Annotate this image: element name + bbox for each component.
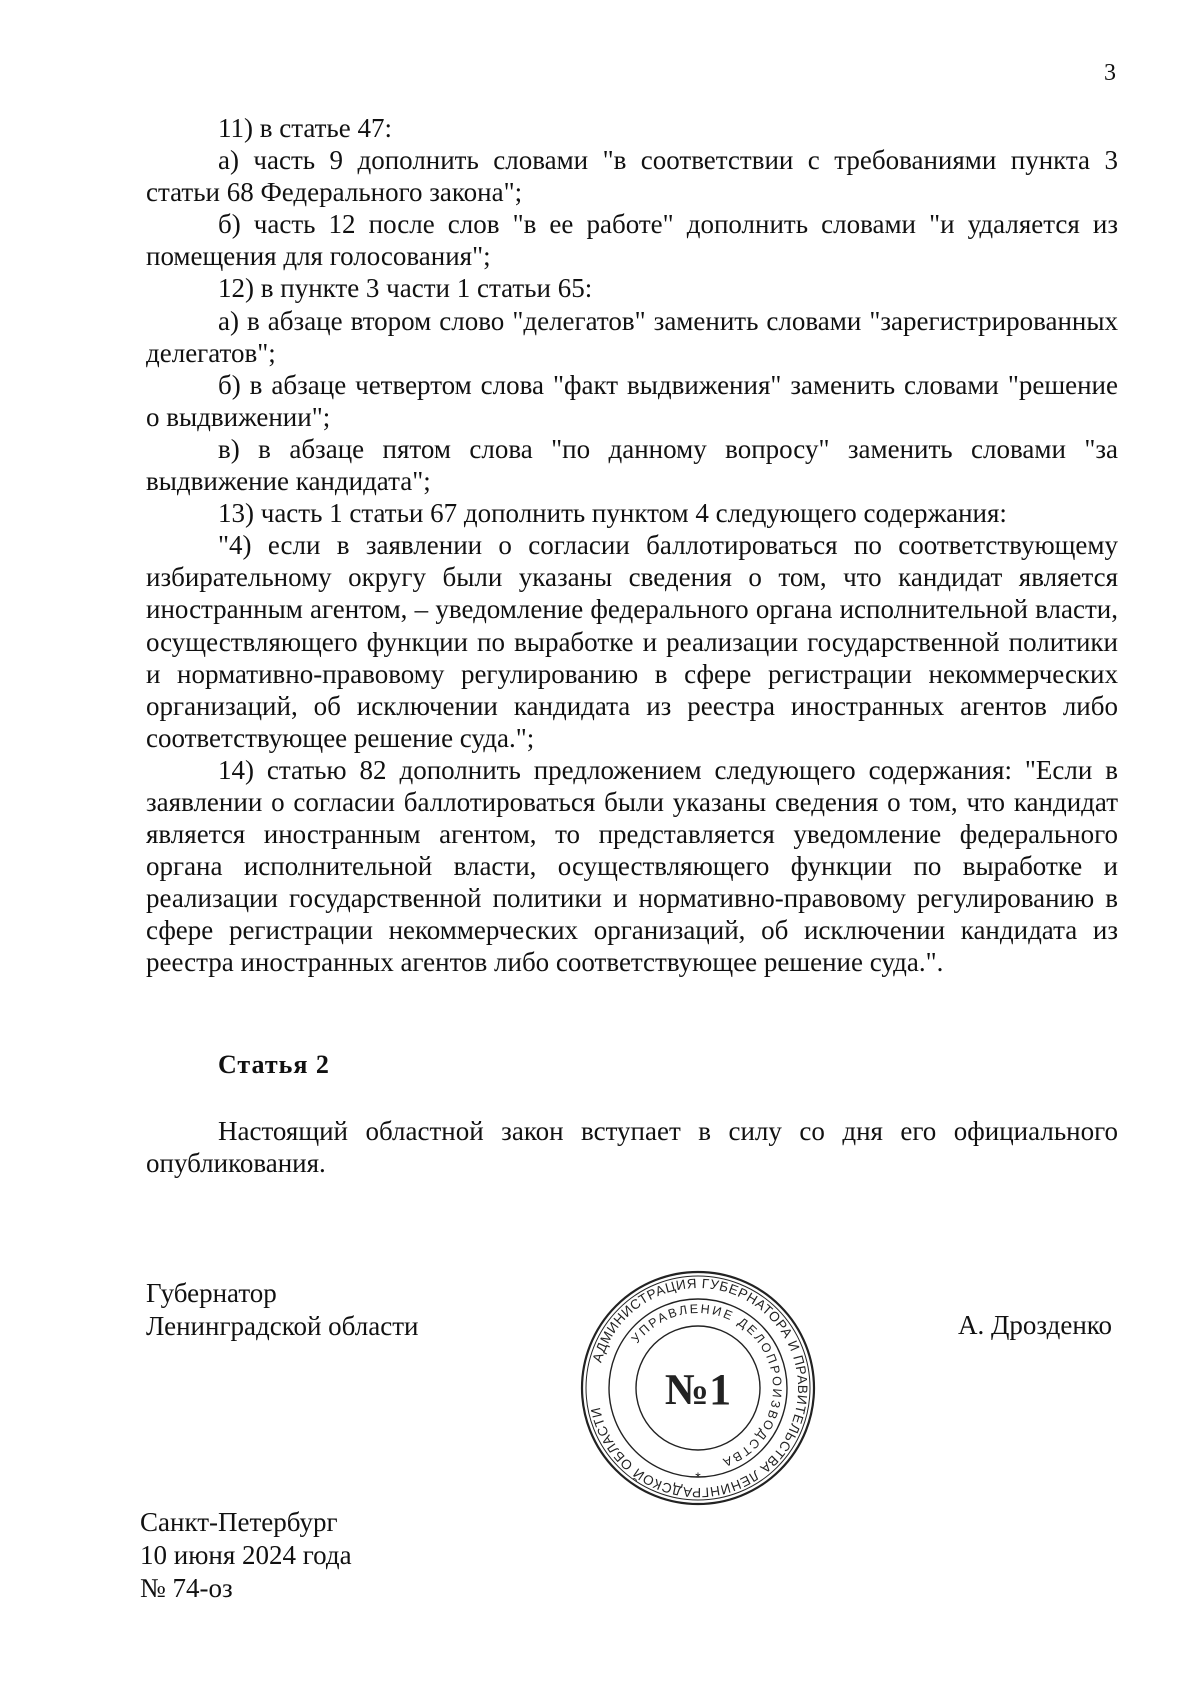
paragraph: 13) часть 1 статьи 67 дополнить пунктом 4 следующего содержания: — [218, 498, 1007, 529]
paragraph: а) в абзаце втором слово "делегатов" заменить словами "зарегистрированных делегатов"; — [146, 305, 1118, 368]
paragraph: в) в абзаце пятом слова "по данному вопросу" заменить словами "за выдвижение кандидата"; — [146, 433, 1118, 497]
paragraph: б) в абзаце четвертом слова "факт выдвижения" заменить словами "решение о выдвижении"; — [146, 369, 1118, 432]
signatory-title — [146, 1277, 418, 1343]
signing-date: 10 июня 2024 года — [140, 1540, 352, 1570]
article-heading: Статья 2 — [218, 1050, 330, 1079]
signatory-title-line: Губернатор — [146, 1278, 277, 1308]
place-of-signing: Санкт-Петербург — [140, 1507, 338, 1537]
signatory-title-line: Ленинградской области — [146, 1311, 419, 1341]
seal-image — [578, 1268, 818, 1508]
place-date-block — [140, 1506, 352, 1605]
article-text: Настоящий областной закон вступает в силу со дня его официального опубликования. — [146, 1116, 1118, 1178]
paragraph: 14) статью 82 дополнить предложением следующего содержания: "Если в заявлении о согласии баллотироваться были указаны сведения о том, что кандидат является иностранным агентом, то представляется уведомление федерального органа исполнительной власти, осуществляющего функции по выработке и реализации государственной политики и нормативно-правовому регулированию в сфере регистрации некоммерческих организаций, об исключении кандидата из реестра иностранных агентов либо соответствующее решение суда.". — [146, 754, 1118, 978]
seal-star: * — [695, 1469, 701, 1485]
paragraph: 11) в статье 47: — [218, 113, 392, 143]
seal-center-number: №1 — [664, 1365, 732, 1414]
signatory-name: А. Дрозденко — [958, 1310, 1113, 1340]
paragraph: б) часть 12 после слов "в ее работе" дополнить словами "и удаляется из помещения для голосования"; — [146, 209, 1118, 272]
paragraph: а) часть 9 дополнить словами "в соответствии с требованиями пункта 3 статьи 68 Федерального закона"; — [146, 145, 1118, 208]
law-number: № 74-оз — [140, 1573, 233, 1603]
seal-inner-text-path: УПРАВЛЕНИЕ ДЕЛОПРОИЗВОДСТВА — [628, 1301, 785, 1471]
paragraph: "4) если в заявлении о согласии баллотироваться по соответствующему избирательному округу были указаны сведения о том, что кандидат является иностранным агентом, – уведомление федерального органа исполнительной власти, осуществляющего функции по выработке и реализации государственной политики и нормативно-правовому регулированию в сфере регистрации некоммерческих организаций, об исключении кандидата из реестра иностранных агентов либо соответствующее решение суда."; — [146, 530, 1118, 753]
official-seal — [578, 1268, 818, 1508]
paragraph: 12) в пункте 3 части 1 статьи 65: — [218, 273, 593, 304]
amendments-text — [146, 112, 1118, 979]
seal-outer-text-path: АДМИНИСТРАЦИЯ ГУБЕРНАТОРА И ПРАВИТЕЛЬСТВА ЛЕНИНГРАДСКОЙ ОБЛАСТИ — [587, 1275, 811, 1501]
page-number: 3 — [1104, 60, 1116, 86]
